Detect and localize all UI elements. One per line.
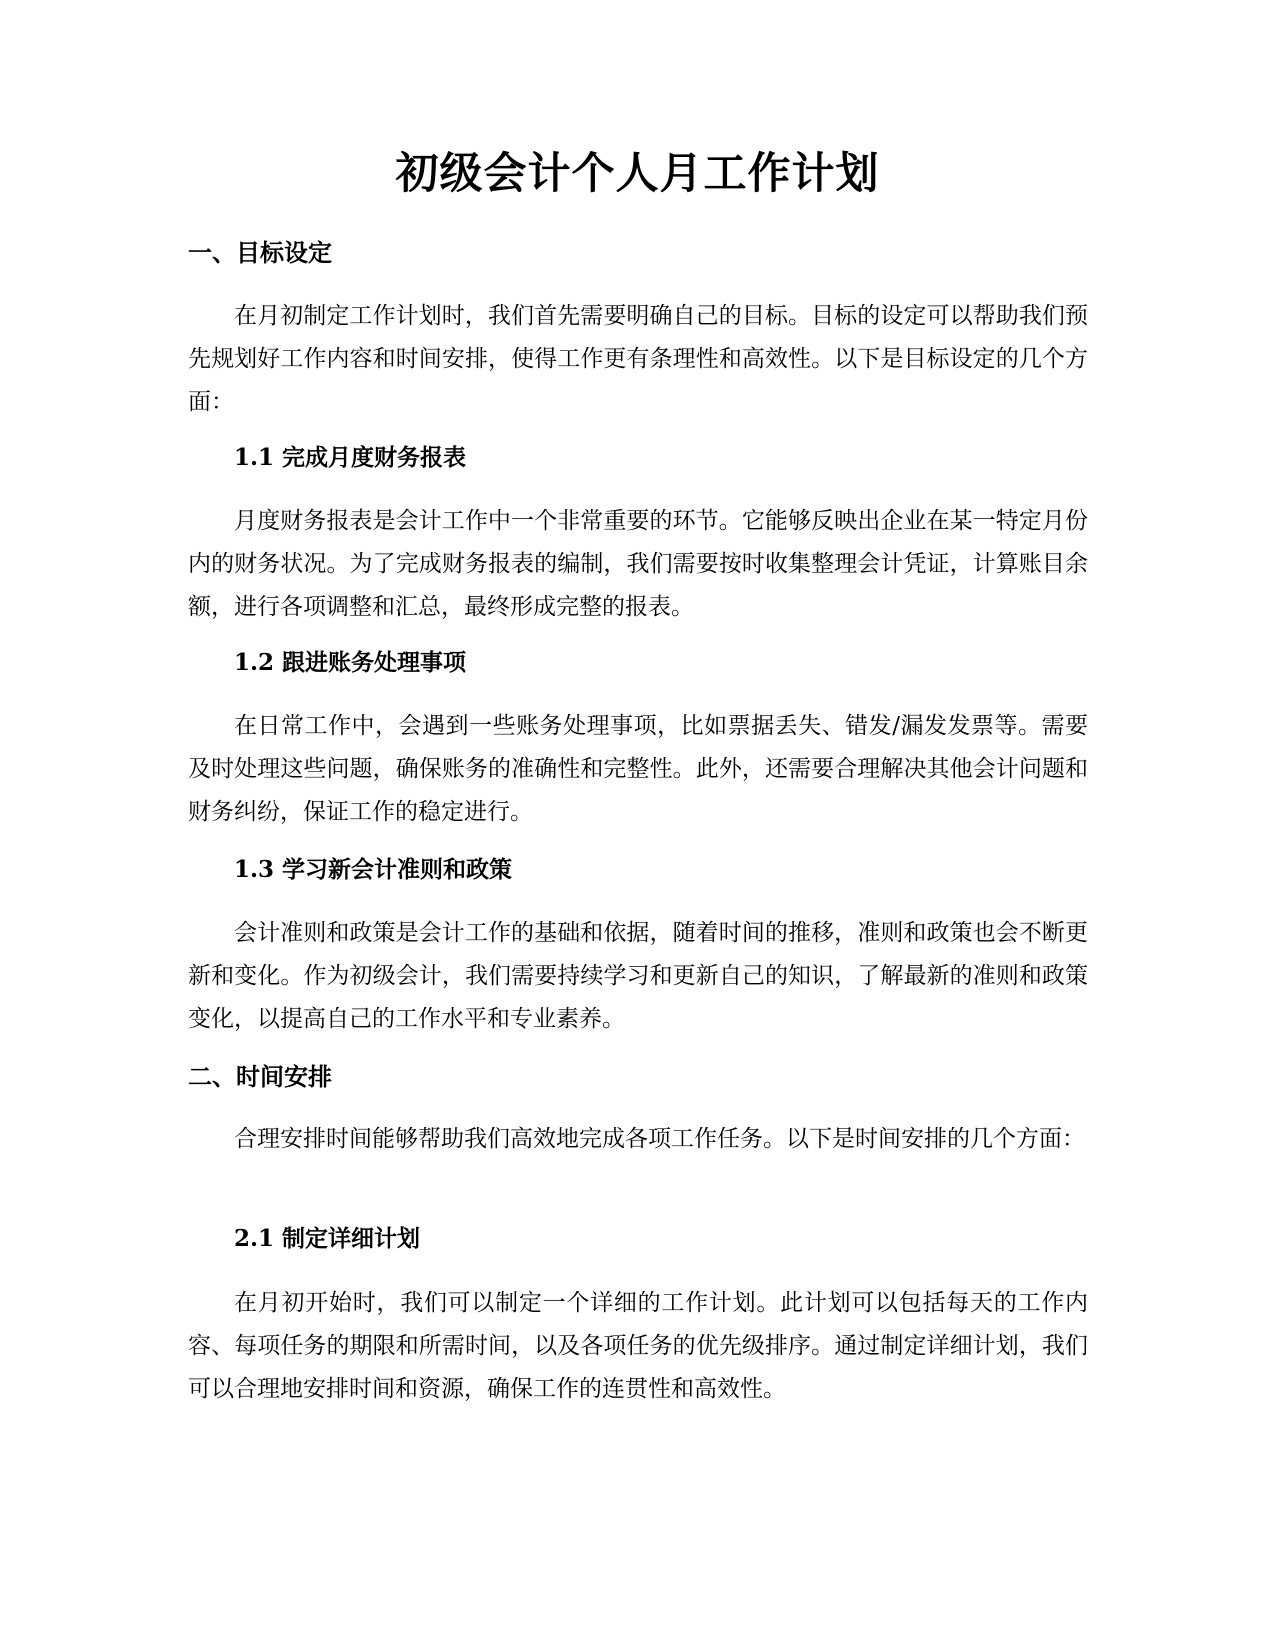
paragraph-1-2: 在日常工作中，会遇到一些账务处理事项，比如票据丢失、错发/漏发发票等。需要及时处理这些问题，确保账务的准确性和完整性。此外，还需要合理解决其他会计问题和财务纠纷，保证工作的稳定进行。 (188, 713, 1088, 825)
section-heading-goal-setting: 一、目标设定 (188, 239, 332, 267)
paragraph-time-intro: 合理安排时间能够帮助我们高效地完成各项工作任务。以下是时间安排的几个方面： (234, 1126, 1085, 1152)
subheading-1-3: 1.3 学习新会计准则和政策 (234, 856, 513, 883)
paragraph-2-1: 在月初开始时，我们可以制定一个详细的工作计划。此计划可以包括每天的工作内容、每项任务的期限和所需时间，以及各项任务的优先级排序。通过制定详细计划，我们可以合理地安排时间和资源，确保工作的连贯性和高效性。 (188, 1290, 1088, 1402)
subheading-1-1: 1.1 完成月度财务报表 (234, 444, 467, 471)
paragraph-1-3: 会计准则和政策是会计工作的基础和依据，随着时间的推移，准则和政策也会不断更新和变化。作为初级会计，我们需要持续学习和更新自己的知识，了解最新的准则和政策变化，以提高自己的工作水平和专业素养。 (188, 920, 1088, 1032)
document-title: 初级会计个人月工作计划 (395, 149, 880, 199)
subheading-2-1: 2.1 制定详细计划 (234, 1225, 421, 1252)
subheading-1-2: 1.2 跟进账务处理事项 (234, 649, 467, 676)
section-heading-time-schedule: 二、时间安排 (188, 1063, 332, 1091)
paragraph-goal-intro: 在月初制定工作计划时，我们首先需要明确自己的目标。目标的设定可以帮助我们预先规划好工作内容和时间安排，使得工作更有条理性和高效性。以下是目标设定的几个方面： (188, 303, 1088, 415)
paragraph-1-1: 月度财务报表是会计工作中一个非常重要的环节。它能够反映出企业在某一特定月份内的财务状况。为了完成财务报表的编制，我们需要按时收集整理会计凭证，计算账目余额，进行各项调整和汇总，最终形成完整的报表。 (188, 508, 1088, 620)
